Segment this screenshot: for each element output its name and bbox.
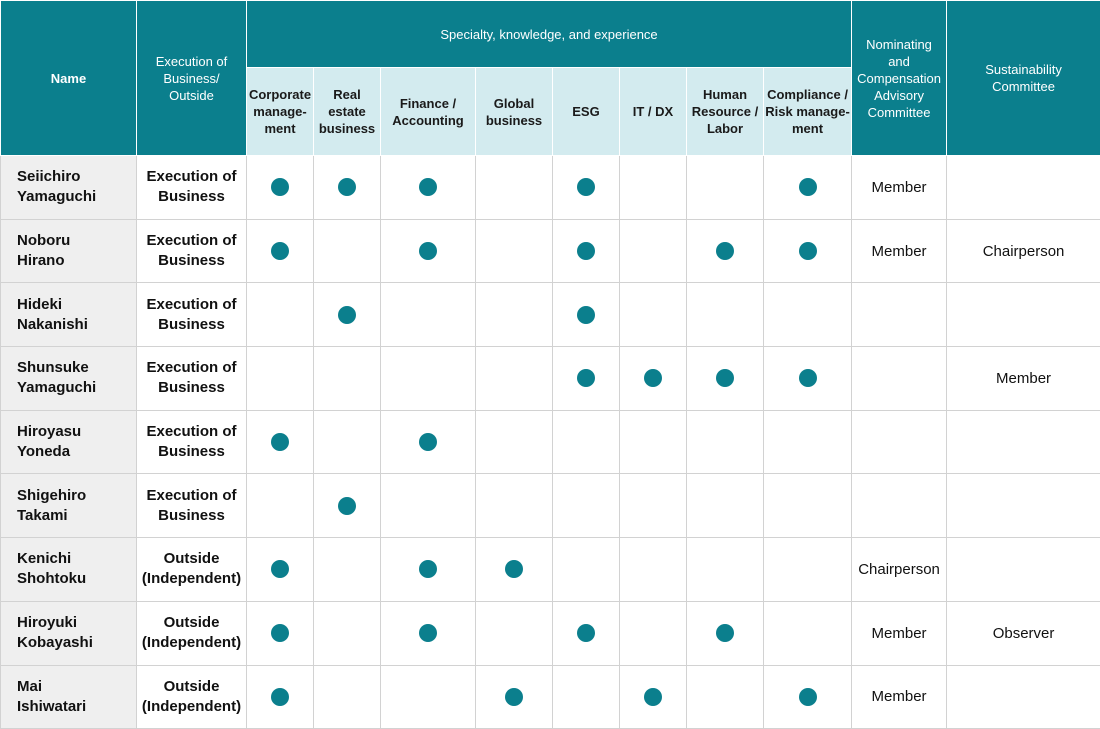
specialty-cell xyxy=(476,474,553,538)
director-category xyxy=(137,601,247,665)
specialty-cell xyxy=(764,601,852,665)
specialty-cell xyxy=(314,474,381,538)
director-category xyxy=(137,156,247,220)
specialty-cell xyxy=(687,347,764,411)
specialty-cell xyxy=(553,219,620,283)
director-rows xyxy=(1,156,1100,729)
text-line: Human xyxy=(687,86,763,103)
text-line: ment xyxy=(247,120,313,137)
text-line: manage- xyxy=(247,103,313,120)
specialty-cell xyxy=(314,219,381,283)
specialty-cell xyxy=(247,410,314,474)
header-name: Name xyxy=(1,1,137,156)
specialty-cell xyxy=(620,410,687,474)
specialty-cell xyxy=(476,410,553,474)
specialty-cell xyxy=(687,219,764,283)
text-line: Ishiwatari xyxy=(17,697,136,717)
specialty-cell xyxy=(247,219,314,283)
specialty-cell xyxy=(314,156,381,220)
specialty-cell xyxy=(620,601,687,665)
specialty-cell xyxy=(314,410,381,474)
specialty-cell xyxy=(764,665,852,729)
director-name xyxy=(1,283,137,347)
specialty-cell xyxy=(476,283,553,347)
specialty-cell xyxy=(247,601,314,665)
director-name xyxy=(1,156,137,220)
director-category xyxy=(137,474,247,538)
director-name xyxy=(1,347,137,411)
header-specialty-4 xyxy=(553,68,620,156)
director-name xyxy=(1,219,137,283)
header-execution xyxy=(137,1,247,156)
specialty-cell xyxy=(764,283,852,347)
director-category xyxy=(137,347,247,411)
sustainability-role: Member xyxy=(947,347,1100,411)
specialty-cell xyxy=(476,156,553,220)
check-dot-icon xyxy=(419,560,437,578)
director-category xyxy=(137,283,247,347)
director-category xyxy=(137,410,247,474)
specialty-cell xyxy=(476,347,553,411)
nominating-role xyxy=(852,283,947,347)
text-line: Global xyxy=(476,95,552,112)
check-dot-icon xyxy=(644,369,662,387)
specialty-cell xyxy=(247,347,314,411)
nominating-role: Member xyxy=(852,665,947,729)
table-row xyxy=(1,156,1100,220)
table-row xyxy=(1,283,1100,347)
text-line: (Independent) xyxy=(137,569,246,589)
director-name xyxy=(1,410,137,474)
text-line: Business xyxy=(137,251,246,271)
text-line: and xyxy=(852,53,946,70)
check-dot-icon xyxy=(716,369,734,387)
nominating-role: Member xyxy=(852,219,947,283)
text-line: Business xyxy=(137,506,246,526)
nominating-role xyxy=(852,474,947,538)
sustainability-role xyxy=(947,538,1100,602)
specialty-cell xyxy=(553,410,620,474)
text-line: Nakanishi xyxy=(17,315,136,335)
text-line: Business xyxy=(137,315,246,335)
text-line: Corporate xyxy=(247,86,313,103)
text-line: Business xyxy=(137,187,246,207)
header-sustainability-committee xyxy=(947,1,1100,156)
check-dot-icon xyxy=(577,242,595,260)
specialty-cell xyxy=(553,156,620,220)
check-dot-icon xyxy=(419,242,437,260)
text-line: Business xyxy=(137,442,246,462)
text-line: Kenichi xyxy=(17,549,136,569)
text-line: business xyxy=(314,120,380,137)
text-line: IT / DX xyxy=(620,103,686,120)
text-line: Labor xyxy=(687,120,763,137)
text-line: Risk manage- xyxy=(764,103,851,120)
specialty-cell xyxy=(620,347,687,411)
specialty-cell xyxy=(764,538,852,602)
specialty-cell xyxy=(381,219,476,283)
director-category xyxy=(137,219,247,283)
specialty-cell xyxy=(687,665,764,729)
check-dot-icon xyxy=(271,688,289,706)
specialty-cell xyxy=(620,283,687,347)
specialty-cell xyxy=(381,283,476,347)
sustainability-role xyxy=(947,283,1100,347)
header-specialty-1 xyxy=(314,68,381,156)
sustainability-role: Observer xyxy=(947,601,1100,665)
text-line: (Independent) xyxy=(137,633,246,653)
check-dot-icon xyxy=(799,688,817,706)
text-line: Hirano xyxy=(17,251,136,271)
text-line: Execution of xyxy=(137,167,246,187)
text-line: Shohtoku xyxy=(17,569,136,589)
specialty-cell xyxy=(381,601,476,665)
text-line: Resource / xyxy=(687,103,763,120)
text-line: Execution of xyxy=(137,53,246,70)
text-line: Nominating xyxy=(852,36,946,53)
check-dot-icon xyxy=(799,242,817,260)
header-specialty-5 xyxy=(620,68,687,156)
text-line: Noboru xyxy=(17,231,136,251)
check-dot-icon xyxy=(799,178,817,196)
text-line: Yoneda xyxy=(17,442,136,462)
specialty-cell xyxy=(381,474,476,538)
specialty-cell xyxy=(687,474,764,538)
specialty-cell xyxy=(381,538,476,602)
table-row xyxy=(1,601,1100,665)
specialty-cell xyxy=(687,538,764,602)
nominating-role: Chairperson xyxy=(852,538,947,602)
specialty-cell xyxy=(314,665,381,729)
specialty-cell xyxy=(381,410,476,474)
check-dot-icon xyxy=(716,242,734,260)
text-line: Outside xyxy=(137,549,246,569)
check-dot-icon xyxy=(419,624,437,642)
sustainability-role xyxy=(947,410,1100,474)
check-dot-icon xyxy=(577,178,595,196)
sustainability-role xyxy=(947,474,1100,538)
table-row xyxy=(1,347,1100,411)
header-specialty-6 xyxy=(687,68,764,156)
text-line: Real xyxy=(314,86,380,103)
director-category xyxy=(137,538,247,602)
text-line: Kobayashi xyxy=(17,633,136,653)
text-line: Business xyxy=(137,378,246,398)
text-line: Accounting xyxy=(381,112,475,129)
check-dot-icon xyxy=(577,369,595,387)
table-row xyxy=(1,538,1100,602)
table-row xyxy=(1,474,1100,538)
text-line: estate xyxy=(314,103,380,120)
text-line: Yamaguchi xyxy=(17,378,136,398)
specialty-cell xyxy=(553,601,620,665)
check-dot-icon xyxy=(799,369,817,387)
check-dot-icon xyxy=(505,688,523,706)
specialty-cell xyxy=(476,665,553,729)
specialty-cell xyxy=(687,283,764,347)
specialty-cell xyxy=(247,665,314,729)
text-line: Seiichiro xyxy=(17,167,136,187)
check-dot-icon xyxy=(271,560,289,578)
specialty-cell xyxy=(381,347,476,411)
header-specialty-3 xyxy=(476,68,553,156)
specialty-cell xyxy=(476,538,553,602)
header-specialty-group: Specialty, knowledge, and experience xyxy=(247,1,852,68)
specialty-cell xyxy=(553,665,620,729)
specialty-cell xyxy=(476,219,553,283)
director-name xyxy=(1,474,137,538)
check-dot-icon xyxy=(577,624,595,642)
text-line: Mai xyxy=(17,677,136,697)
text-line: Yamaguchi xyxy=(17,187,136,207)
header-specialty-2 xyxy=(381,68,476,156)
text-line: Business/ xyxy=(137,70,246,87)
text-line: Execution of xyxy=(137,486,246,506)
text-line: Advisory xyxy=(852,87,946,104)
text-line: Takami xyxy=(17,506,136,526)
text-line: business xyxy=(476,112,552,129)
check-dot-icon xyxy=(644,688,662,706)
text-line: Execution of xyxy=(137,358,246,378)
specialty-cell xyxy=(620,156,687,220)
specialty-cell xyxy=(620,474,687,538)
specialty-cell xyxy=(381,156,476,220)
specialty-cell xyxy=(553,474,620,538)
check-dot-icon xyxy=(505,560,523,578)
check-dot-icon xyxy=(419,178,437,196)
text-line: Compliance / xyxy=(764,86,851,103)
nominating-role: Member xyxy=(852,156,947,220)
table-row xyxy=(1,665,1100,729)
text-line: (Independent) xyxy=(137,697,246,717)
specialty-cell xyxy=(764,474,852,538)
text-line: ESG xyxy=(553,103,619,120)
specialty-cell xyxy=(247,283,314,347)
director-name xyxy=(1,665,137,729)
table-row xyxy=(1,410,1100,474)
specialty-cell xyxy=(620,665,687,729)
specialty-cell xyxy=(314,601,381,665)
sustainability-role: Chairperson xyxy=(947,219,1100,283)
check-dot-icon xyxy=(271,242,289,260)
header-nominating-committee xyxy=(852,1,947,156)
nominating-role xyxy=(852,347,947,411)
specialty-cell xyxy=(687,156,764,220)
check-dot-icon xyxy=(577,306,595,324)
header-specialty-0 xyxy=(247,68,314,156)
specialty-cell xyxy=(687,601,764,665)
text-line: Finance / xyxy=(381,95,475,112)
text-line: Shunsuke xyxy=(17,358,136,378)
specialty-cell xyxy=(553,538,620,602)
director-name xyxy=(1,601,137,665)
check-dot-icon xyxy=(271,433,289,451)
check-dot-icon xyxy=(271,624,289,642)
text-line: Hideki xyxy=(17,295,136,315)
check-dot-icon xyxy=(419,433,437,451)
specialty-cell xyxy=(314,347,381,411)
specialty-cell xyxy=(247,474,314,538)
specialty-cell xyxy=(553,283,620,347)
specialty-cell xyxy=(764,410,852,474)
specialty-cell xyxy=(764,156,852,220)
check-dot-icon xyxy=(716,624,734,642)
sustainability-role xyxy=(947,665,1100,729)
specialty-cell xyxy=(764,219,852,283)
text-line: Hiroyasu xyxy=(17,422,136,442)
nominating-role: Member xyxy=(852,601,947,665)
text-line: Sustainability xyxy=(947,61,1100,78)
text-line: Execution of xyxy=(137,231,246,251)
specialty-cell xyxy=(314,538,381,602)
specialty-cell xyxy=(620,219,687,283)
specialty-cell xyxy=(553,347,620,411)
sustainability-role xyxy=(947,156,1100,220)
check-dot-icon xyxy=(338,306,356,324)
check-dot-icon xyxy=(338,178,356,196)
check-dot-icon xyxy=(338,497,356,515)
text-line: Outside xyxy=(137,87,246,104)
text-line: Compensation xyxy=(852,70,946,87)
specialty-cell xyxy=(381,665,476,729)
text-line: ment xyxy=(764,120,851,137)
director-category xyxy=(137,665,247,729)
specialty-cell xyxy=(620,538,687,602)
specialty-cell xyxy=(476,601,553,665)
nominating-role xyxy=(852,410,947,474)
header-specialty-7 xyxy=(764,68,852,156)
specialty-cell xyxy=(247,156,314,220)
table-row xyxy=(1,219,1100,283)
specialty-cell xyxy=(247,538,314,602)
director-name xyxy=(1,538,137,602)
text-line: Committee xyxy=(852,104,946,121)
text-line: Outside xyxy=(137,613,246,633)
specialty-cell xyxy=(314,283,381,347)
text-line: Shigehiro xyxy=(17,486,136,506)
check-dot-icon xyxy=(271,178,289,196)
specialty-cell xyxy=(764,347,852,411)
text-line: Hiroyuki xyxy=(17,613,136,633)
specialty-cell xyxy=(687,410,764,474)
text-line: Execution of xyxy=(137,422,246,442)
text-line: Execution of xyxy=(137,295,246,315)
text-line: Outside xyxy=(137,677,246,697)
text-line: Committee xyxy=(947,78,1100,95)
